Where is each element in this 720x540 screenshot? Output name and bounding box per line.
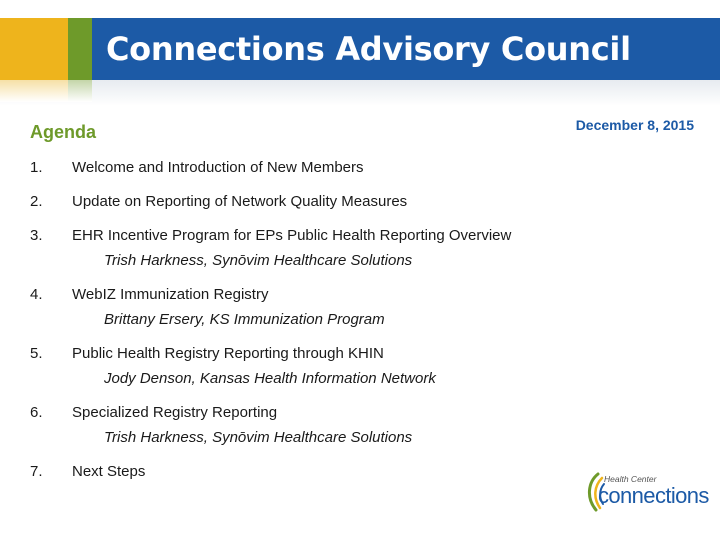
agenda-item-number: 3. — [30, 227, 43, 244]
slide-title: Connections Advisory Council — [106, 30, 631, 68]
agenda-item — [30, 285, 670, 330]
agenda-item-number: 5. — [30, 345, 43, 362]
agenda-item-row — [30, 285, 670, 305]
agenda-item-row — [30, 192, 670, 212]
health-center-connections-logo — [584, 470, 709, 514]
agenda-item — [30, 462, 670, 482]
header-shadow — [0, 80, 720, 106]
agenda-item-presenter: Trish Harkness, Synōvim Healthcare Solutions — [104, 429, 413, 446]
agenda-item-row — [30, 403, 670, 423]
agenda-item — [30, 192, 670, 212]
header-yellow-stripe — [0, 18, 68, 80]
agenda-item-presenter: Brittany Ersery, KS Immunization Program — [104, 311, 385, 328]
agenda-item-text: Specialized Registry Reporting — [72, 404, 278, 421]
agenda-item-presenter: Trish Harkness, Synōvim Healthcare Solutions — [104, 252, 413, 269]
agenda-item-number: 6. — [30, 404, 43, 421]
agenda-heading: Agenda — [30, 122, 97, 142]
agenda-item-number: 1. — [30, 159, 43, 176]
meeting-date: December 8, 2015 — [575, 117, 694, 133]
title-bar — [92, 18, 720, 80]
agenda-item — [30, 158, 670, 178]
agenda-item-presenter: Jody Denson, Kansas Health Information Network — [104, 370, 436, 387]
agenda-item — [30, 226, 670, 271]
agenda-item-row — [30, 226, 670, 246]
agenda-item-text: WebIZ Immunization Registry — [72, 286, 269, 303]
header-shadow-green — [68, 80, 92, 102]
agenda-item-row — [30, 462, 670, 482]
agenda-item — [30, 403, 670, 448]
logo-big-text: connections — [598, 483, 709, 508]
agenda-list — [30, 158, 670, 496]
agenda-item-text: Public Health Registry Reporting through KHIN — [72, 345, 384, 362]
agenda-item-row — [30, 158, 670, 178]
agenda-item-number: 7. — [30, 463, 43, 480]
agenda-item-number: 2. — [30, 193, 43, 210]
agenda-item-text: Update on Reporting of Network Quality Measures — [72, 193, 408, 210]
agenda-item-row — [30, 344, 670, 364]
header-shadow-yellow — [0, 80, 68, 102]
logo-small-text: Health Center — [604, 474, 657, 484]
agenda-item-text: Next Steps — [72, 463, 146, 480]
agenda-item — [30, 344, 670, 389]
agenda-item-text: Welcome and Introduction of New Members — [72, 159, 364, 176]
agenda-item-text: EHR Incentive Program for EPs Public Health Reporting Overview — [72, 227, 512, 244]
agenda-item-number: 4. — [30, 286, 43, 303]
header-green-stripe — [68, 18, 92, 80]
